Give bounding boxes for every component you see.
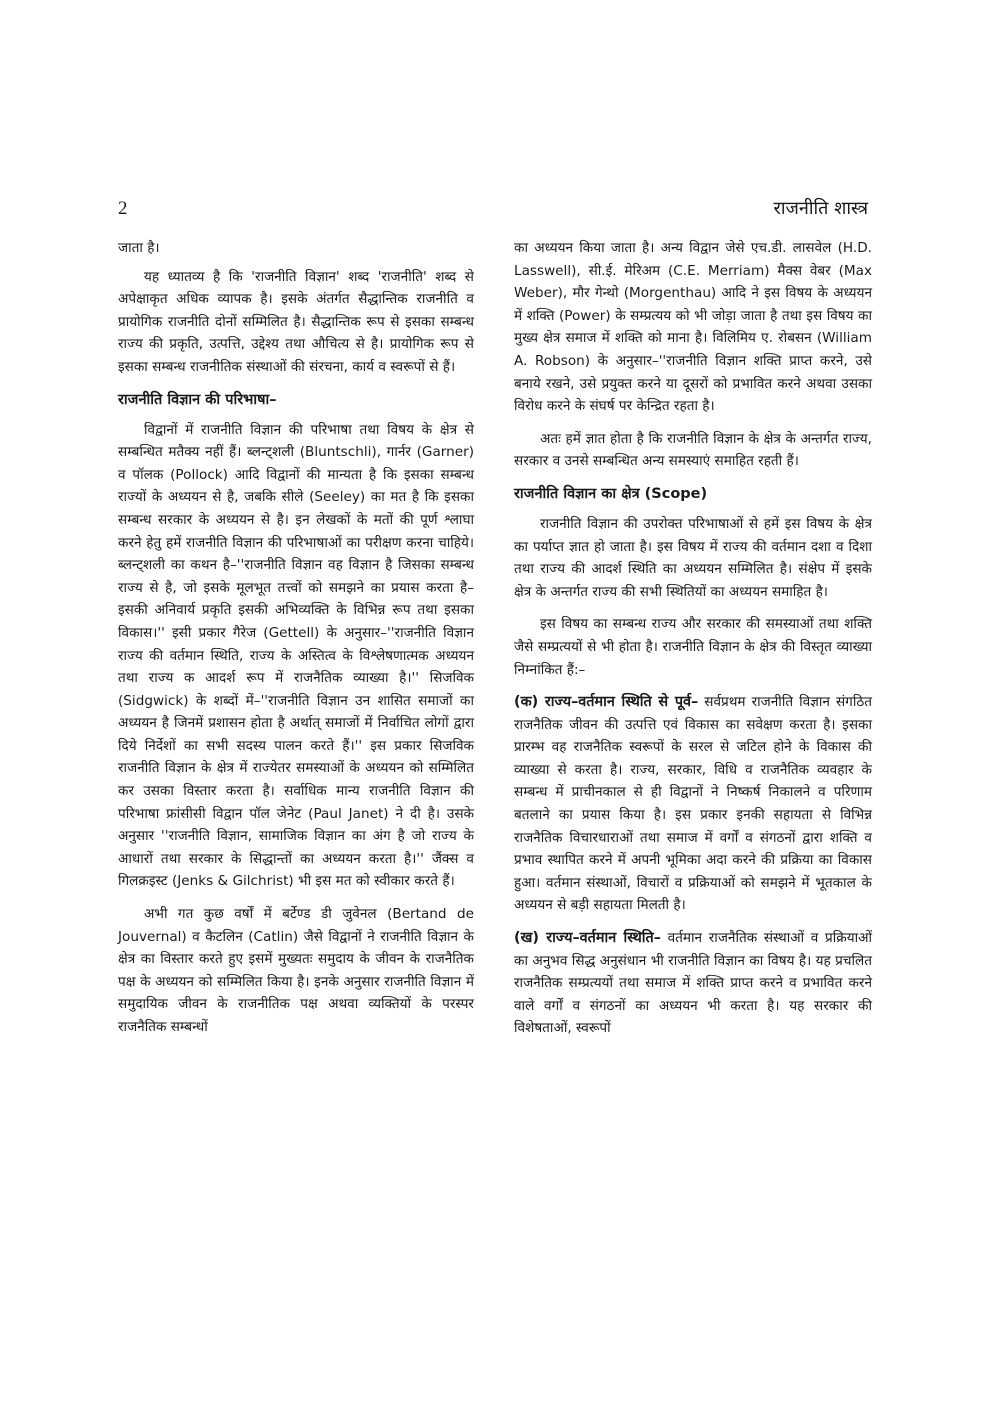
subsection-state-before-present xyxy=(514,691,872,917)
subsection-state-present xyxy=(514,927,872,1040)
section-heading-definition: राजनीति विज्ञान की परिभाषा– xyxy=(118,391,277,408)
paragraph: इस विषय का सम्बन्ध राज्य और सरकार की समस्याओं तथा शक्ति जैसे सम्प्रत्ययों से भी होता है। राजनीति विज्ञान के क्षेत्र की विस्तृत व्याख्या निम्नांकित हैं:– xyxy=(514,616,872,678)
paragraph: विद्वानों में राजनीति विज्ञान की परिभाषा तथा विषय के क्षेत्र से सम्बन्धित मतैक्य नहीं हैं। ब्लन्ट्शली (Bluntschli), गार्नर (Garner) व पॉलक (Pollock) आदि विद्वानों की मान्यता है कि इसका सम्बन्ध राज्यों के अध्ययन से है, जबकि सीले (Seeley) का मत है कि इसका सम्बन्ध सरकार के अध्ययन से है। इन लेखकों के मतों की पूर्ण श्लाघा करने हेतु हमें राजनीति विज्ञान की परिभाषाओं का परीक्षण करना चाहिये। ब्लन्ट्शली का कथन है–''राजनीति विज्ञान वह विज्ञान है जिसका सम्बन्ध राज्य से है, जो इसके मूलभूत तत्त्वों को समझने का प्रयास करता है–इसकी अनिवार्य प्रकृति इसकी अभिव्यक्ति के विभिन्न रूप तथा इसका विकास।'' इसी प्रकार गैरेज (Gettell) के अनुसार–''राजनीति विज्ञान राज्य की वर्तमान स्थिति, राज्य के अस्तित्व के विश्लेषणात्मक अध्ययन तथा राज्य क आदर्श रूप में राजनैतिक व्याख्या है।'' सिजविक (Sidgwick) के शब्दों में–''राजनीति विज्ञान उन शासित समाजों का अध्ययन है जिनमें प्रशासन होता है अर्थात् समाजों में निर्वाचित लोगों द्वारा दिये निर्देशों का सभी सदस्य पालन करते हैं।'' इस प्रकार सिजविक राजनीति विज्ञान के क्षेत्र में राज्येतर समस्याओं के अध्ययन को सम्मिलित कर उसका विस्तार करता है। सर्वाधिक मान्य राजनीति विज्ञान की परिभाषा फ्रांसीसी विद्वान पॉल जेनेट (Paul Janet) ने दी है। उसके अनुसार ''राजनीति विज्ञान, सामाजिक विज्ञान का अंग है जो राज्य के आधारों तथा सरकार के सिद्धान्तों का अध्ययन करता है।'' जैंक्स व गिलक्रइस्ट (Jenks & Gilchrist) भी इस मत को स्वीकार करते हैं। xyxy=(118,421,474,890)
subsection-title: (ख) राज्य–वर्तमान स्थिति– xyxy=(514,930,661,947)
left-column xyxy=(118,237,474,1049)
page-number: 2 xyxy=(118,198,128,219)
subsection-text: वर्तमान राजनैतिक संस्थाओं व प्रक्रियाओं का अनुभव सिद्ध अनुसंधान भी राजनीति विज्ञान का विषय है। यह प्रचलित राजनैतिक सम्प्रत्ययों तथा समाज में शक्ति प्राप्त करने व प्रभावित करने वाले वर्गों व संगठनों का अध्ययन भी करता है। यह सरकार की विशेषताओं, स्वरूपों xyxy=(514,930,872,1037)
section-heading-scope: राजनीति विज्ञान का क्षेत्र (Scope) xyxy=(514,485,708,502)
paragraph: का अध्ययन किया जाता है। अन्य विद्वान जेसे एच.डी. लासवेल (H.D. Lasswell), सी.ई. मेरिअम (C.E. Merriam) मैक्स वेबर (Max Weber), मौर गेन्थो (Morgenthau) आदि ने इस विषय के अध्ययन में शक्ति (Power) के सम्प्रत्यय को भी जोड़ा जाता है तथा इस विषय का मुख्य क्षेत्र समाज में शक्ति को माना है। विलिमिय ए. रोबसन (William A. Robson) के अनुसार–''राजनीति विज्ञान शक्ति प्राप्त करने, उसे बनाये रखने, उसे प्रयुक्त करने या दूसरों को प्रभावित करने अथवा उसका विरोध करने के संघर्ष पर केन्द्रित रहता है। xyxy=(514,240,872,415)
paragraph: अभी गत कुछ वर्षों में बर्टेण्ड डी जुवेनल (Bertand de Jouvernal) व कैटलिन (Catlin) जैसे विद्वानों ने राजनीति विज्ञान के क्षेत्र का विस्तार करते हुए इसमें मुख्यतः समुदाय के जीवन के राजनैतिक पक्ष के अध्ययन को सम्मिलित किया है। इनके अनुसार राजनीति विज्ञान में समुदायिक जीवन के राजनीतिक पक्ष अथवा व्यक्तियों के परस्पर राजनैतिक सम्बन्धों xyxy=(118,906,474,1035)
paragraph: जाता है। xyxy=(118,240,160,256)
paragraph: राजनीति विज्ञान की उपरोक्त परिभाषाओं से हमें इस विषय के क्षेत्र का पर्याप्त ज्ञात हो जाता है। इस विषय में राज्य की वर्तमान दशा व दिशा तथा राज्य की आदर्श स्थिति का अध्ययन सम्मिलित है। संक्षेप में इसके क्षेत्र के अन्तर्गत राज्य की सभी स्थितियों का अध्ययन समाहित है। xyxy=(514,515,872,600)
right-column xyxy=(514,237,872,1050)
paragraph: यह ध्यातव्य है कि 'राजनीति विज्ञान' शब्द 'राजनीति' शब्द से अपेक्षाकृत अधिक व्यापक है। इसके अंतर्गत सैद्धान्तिक राजनीति व प्रायोगिक राजनीति दोनों सम्मिलित है। सैद्धान्तिक रूप से इसका सम्बन्ध राज्य की प्रकृति, उत्पत्ति, उद्देश्य तथा औचित्य से है। प्रायोगिक रूप से इसका सम्बन्ध राजनीतिक संस्थाओं की संरचना, कार्य व स्वरूपों से हैं। xyxy=(118,268,474,375)
subsection-title: (क) राज्य–वर्तमान स्थिति से पूर्व– xyxy=(514,694,699,711)
subsection-text: सर्वप्रथम राजनीति विज्ञान संगठित राजनैतिक जीवन की उत्पत्ति एवं विकास का सवेक्षण करता है। इसका प्रारम्भ वह राजनैतिक स्वरूपों के सरल से जटिल होने के विकास की व्याख्या से करता है। राज्य, सरकार, विधि व राजनैतिक व्यवहार के सम्बन्ध में प्राचीनकाल से ही विद्वानों ने निष्कर्ष निकालने व परिणाम बतलाने का प्रयास किया है। इस प्रकार इनकी सहायता से विभिन्न राजनैतिक विचारधाराओं तथा समाज में वर्गों व संगठनों द्वारा शक्ति व प्रभाव स्थापित करने में अपनी भूमिका अदा करने की प्रक्रिया का विकास हुआ। वर्तमान संस्थाओं, विचारों व प्रक्रियाओं को समझने में भूतकाल के अध्ययन से बड़ी सहायता मिलती है। xyxy=(514,694,872,914)
running-header-title: राजनीति शास्त्र xyxy=(773,198,868,219)
paragraph: अतः हमें ज्ञात होता है कि राजनीति विज्ञान के क्षेत्र के अन्तर्गत राज्य, सरकार व उनसे सम्बन्धित अन्य समस्याएं समाहित रहती हैं। xyxy=(514,430,872,470)
